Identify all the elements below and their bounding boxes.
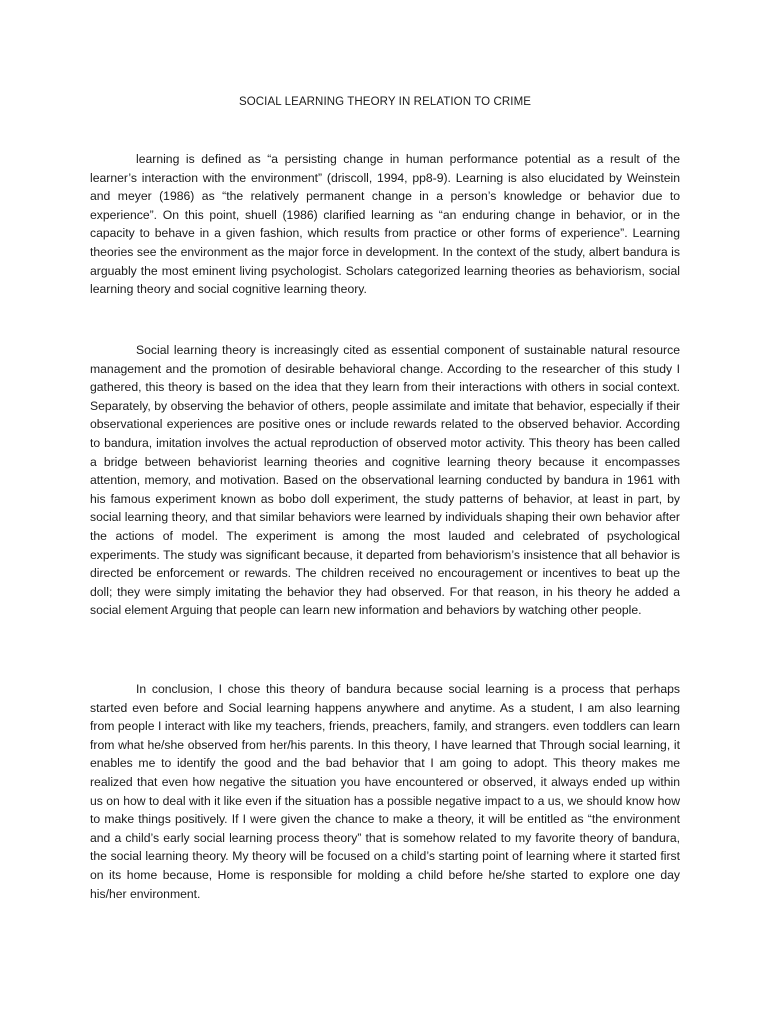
paragraph-intro: learning is defined as “a persisting change in human performance potential as a result of the learner’s interaction with the environment” (driscoll, 1994, pp8-9). Learning is also elucidated by Weinstein and meyer (1986) as “the relatively permanent change in a person’s knowledge or behavior due to experience”. On this point, shuell (1986) clarified learning as “an enduring change in behavior, or in the capacity to behave in a given fashion, which results from practice or other forms of experience”. Learning theories see the environment as the major force in development. In the context of the study, albert bandura is arguably the most eminent living psychologist. Scholars categorized learning theories as behaviorism, social learning theory and social cognitive learning theory. xyxy=(90,152,680,297)
paragraph-conclusion: In conclusion, I chose this theory of bandura because social learning is a process that perhaps started even before and Social learning happens anywhere and anytime. As a student, I am also learning from people I interact with like my teachers, friends, preachers, family, and strangers. even toddlers can learn from what he/she observed from her/his parents. In this theory, I have learned that Through social learning, it enables me to identify the good and the bad behavior that I am going to adopt. This theory makes me realized that even how negative the situation you have encountered or observed, it always ended up within us on how to deal with it like even if the situation has a possible negative impact to a us, we should know how to make things positively. If I were given the chance to make a theory, it will be entitled as “the environment and a child’s early social learning process theory” that is somehow related to my favorite theory of bandura, the social learning theory. My theory will be focused on a child’s starting point of learning where it started first on its home because, Home is responsible for molding a child before he/she started to explore one day his/her environment. xyxy=(90,682,680,901)
document-title: SOCIAL LEARNING THEORY IN RELATION TO CRIME xyxy=(238,96,532,108)
paragraph-social-learning: Social learning theory is increasingly cited as essential component of sustainable natural resource management and the promotion of desirable behavioral change. According to the researcher of this study I gathered, this theory is based on the idea that they learn from their interactions with others in social context. Separately, by observing the behavior of others, people assimilate and imitate that behavior, especially if their observational experiences are positive ones or include rewards related to the observed behavior. According to bandura, imitation involves the actual reproduction of observed motor activity. This theory has been called a bridge between behaviorist learning theories and cognitive learning theory because it encompasses attention, memory, and motivation. Based on the observational learning conducted by bandura in 1961 with his famous experiment known as bobo doll experiment, the study patterns of behavior, at least in part, by social learning theory, and that similar behaviors were learned by individuals shaping their own behavior after the actions of model. The experiment is among the most lauded and celebrated of psychological experiments. The study was significant because, it departed from behaviorism’s insistence that all behavior is directed be enforcement or rewards. The children received no encouragement or incentives to beat up the doll; they were simply imitating the behavior they had observed. For that reason, in his theory he added a social element Arguing that people can learn new information and behaviors by watching other people. xyxy=(90,343,680,618)
